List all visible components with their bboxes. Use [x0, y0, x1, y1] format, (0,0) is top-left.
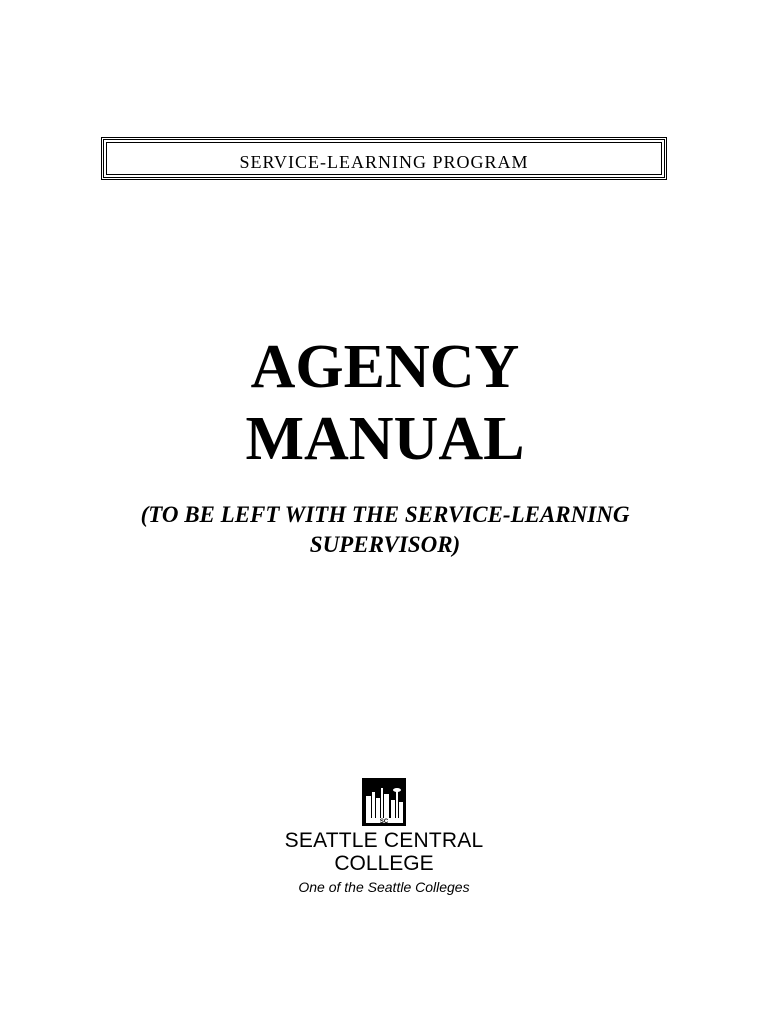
- logo-mark-text: SC: [379, 819, 389, 825]
- document-title-line-2: MANUAL: [245, 405, 525, 473]
- document-subtitle-line-2: SUPERVISOR): [309, 532, 461, 557]
- document-title-line-1: AGENCY: [250, 333, 520, 401]
- logo-college-name-line-2: COLLEGE: [334, 852, 434, 875]
- document-subtitle: [90, 500, 680, 560]
- logo-college-name-line-1: SEATTLE CENTRAL: [284, 829, 484, 852]
- program-banner: [101, 137, 667, 180]
- logo-tagline: One of the Seattle Colleges: [298, 879, 470, 895]
- program-banner-text: service-learning program: [239, 144, 529, 174]
- document-subtitle-line-1: (TO BE LEFT WITH THE SERVICE-LEARNING: [140, 502, 630, 527]
- college-logo: [284, 778, 484, 898]
- seattle-skyline-logo-icon: [362, 778, 406, 826]
